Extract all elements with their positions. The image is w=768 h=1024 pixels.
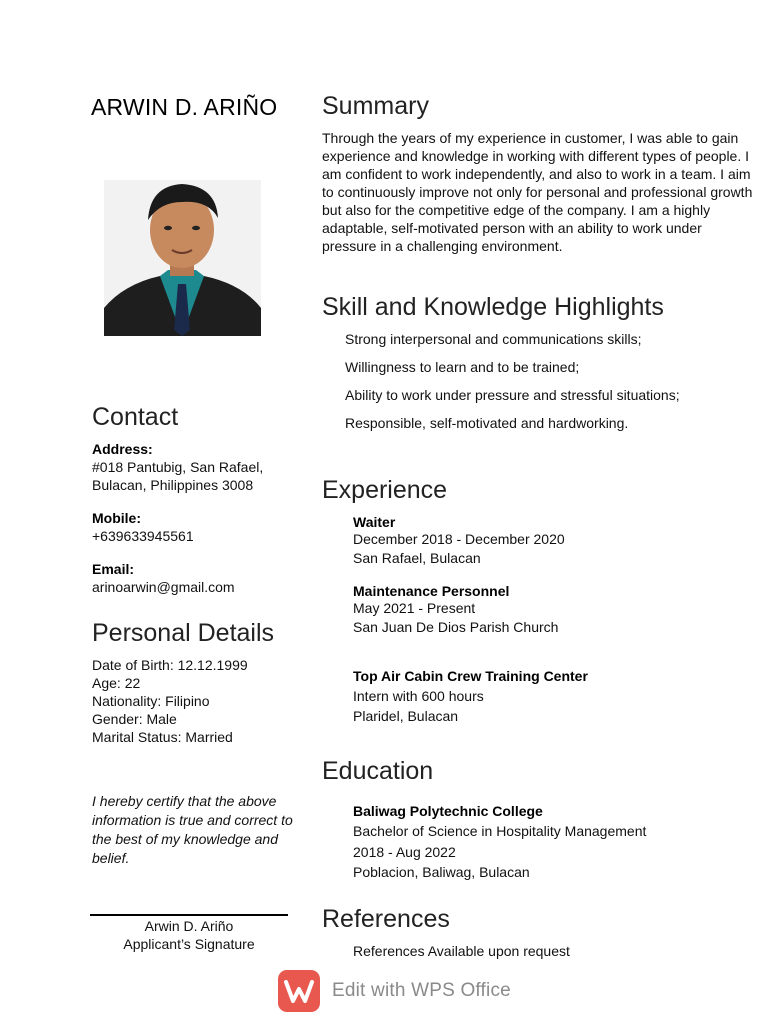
- job-title: Maintenance Personnel: [353, 583, 510, 599]
- profile-photo: [104, 180, 261, 336]
- school-name: Baliwag Polytechnic College: [353, 803, 543, 819]
- education-location: Poblacion, Baliwag, Bulacan: [353, 864, 530, 880]
- skill-item: Strong interpersonal and communications skills;: [345, 331, 642, 347]
- personal-detail-line: Nationality: Filipino: [92, 693, 210, 709]
- signature-line: [90, 914, 288, 916]
- address-line-2: Bulacan, Philippines 3008: [92, 477, 254, 493]
- address-label: Address:: [92, 441, 153, 457]
- job-place: San Juan De Dios Parish Church: [353, 619, 559, 635]
- references-heading: References: [322, 905, 450, 933]
- personal-detail-line: Age: 22: [92, 675, 141, 691]
- experience-heading: Experience: [322, 476, 448, 504]
- person-photo-icon: [104, 180, 261, 336]
- job-period: December 2018 - December 2020: [353, 531, 565, 547]
- job-place: San Rafael, Bulacan: [353, 550, 481, 566]
- wps-logo-icon[interactable]: [278, 970, 320, 1012]
- skill-item: Ability to work under pressure and stressful situations;: [345, 387, 680, 403]
- mobile-label: Mobile:: [92, 510, 141, 526]
- skill-item: Willingness to learn and to be trained;: [345, 359, 580, 375]
- email-value: arinoarwin@gmail.com: [92, 579, 235, 595]
- email-label: Email:: [92, 561, 135, 577]
- job-period: Intern with 600 hours: [353, 688, 484, 704]
- personal-details-heading: Personal Details: [92, 619, 275, 647]
- degree: Bachelor of Science in Hospitality Management: [353, 823, 647, 839]
- skill-item: Responsible, self-motivated and hardworking.: [345, 415, 629, 431]
- skills-heading: Skill and Knowledge Highlights: [322, 293, 664, 321]
- resume-name: ARWIN D. ARIÑO: [91, 94, 278, 120]
- personal-detail-line: Marital Status: Married: [92, 729, 233, 745]
- personal-detail-line: Date of Birth: 12.12.1999: [92, 657, 248, 673]
- mobile-value: +639633945561: [92, 528, 194, 544]
- job-title: Waiter: [353, 514, 396, 530]
- certification-statement: I hereby certify that the above information is true and correct to the best of my knowledge and belief.: [92, 793, 293, 866]
- education-years: 2018 - Aug 2022: [353, 844, 456, 860]
- signature-label: Applicant’s Signature: [123, 936, 255, 952]
- job-title: Top Air Cabin Crew Training Center: [353, 668, 588, 684]
- address-line-1: #018 Pantubig, San Rafael,: [92, 459, 264, 475]
- personal-detail-line: Gender: Male: [92, 711, 177, 727]
- summary-heading: Summary: [322, 92, 429, 120]
- wps-edit-link[interactable]: Edit with WPS Office: [332, 980, 511, 1001]
- job-place: Plaridel, Bulacan: [353, 708, 459, 724]
- job-period: May 2021 - Present: [353, 600, 476, 616]
- contact-heading: Contact: [92, 403, 179, 431]
- signature-name: Arwin D. Ariño: [144, 918, 234, 934]
- references-text: References Available upon request: [353, 943, 570, 959]
- education-heading: Education: [322, 757, 434, 785]
- summary-text: Through the years of my experience in customer, I was able to gain experience and knowledge in working with different types of people. I am confident to work independently, and also to work in a team. I aim to continuously improve not only for personal and professional growth but also for the competitive edge of the company. I am a highly adaptable, self-motivated person with an ability to work under pressure in a challenging environment.: [322, 130, 753, 254]
